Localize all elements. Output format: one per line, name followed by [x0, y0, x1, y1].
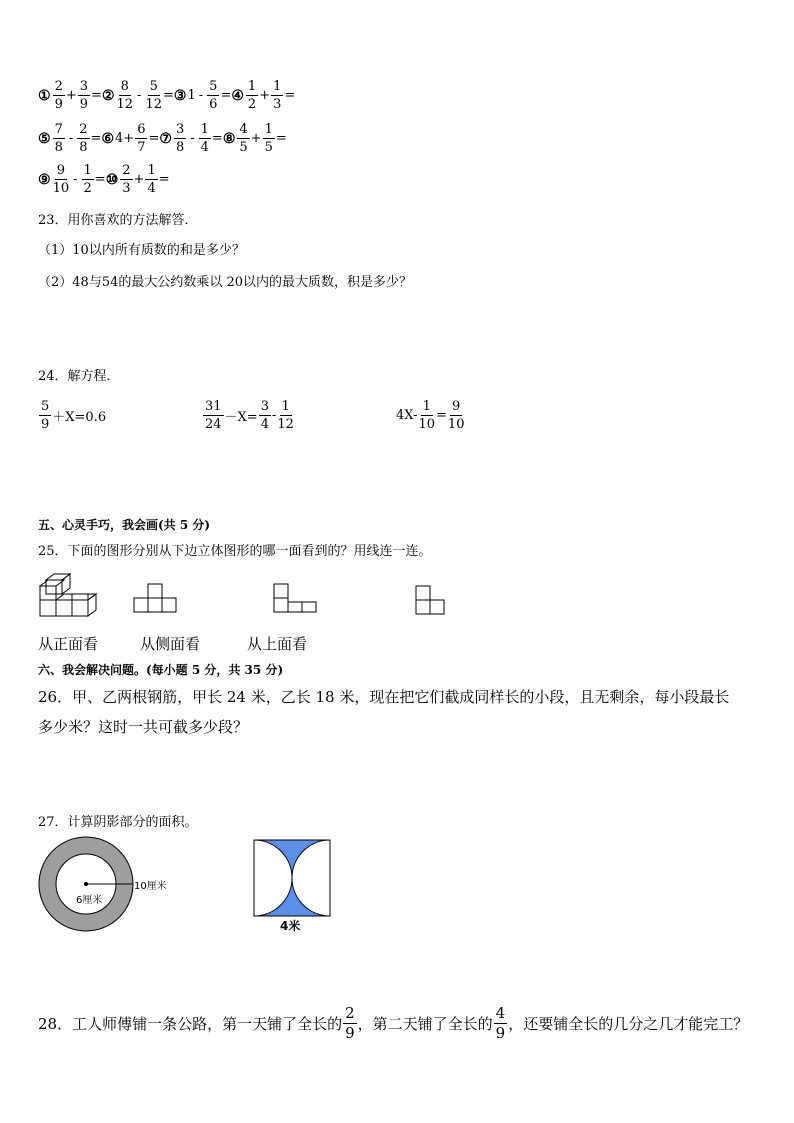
fraction: $\frac{1}{12}$ — [277, 399, 294, 432]
ring-inner-label: 6厘米 — [76, 895, 103, 906]
equals: = — [148, 131, 160, 146]
equals: = — [275, 131, 287, 146]
item-mark: ⑦ — [159, 130, 172, 147]
equation-lead: 4X- — [396, 408, 418, 423]
equals: = — [220, 88, 232, 103]
equals: = — [284, 88, 296, 103]
equals: = — [94, 172, 106, 187]
section-5-heading: 五、心灵手巧，我会画(共 5 分) — [38, 518, 211, 532]
equals: = — [90, 131, 102, 146]
number: 4 — [115, 131, 124, 146]
operator: - — [73, 172, 78, 187]
fraction: $\frac{1}{4}$ — [200, 122, 209, 155]
side-view-figure — [274, 584, 316, 612]
section-6-heading: 六、我会解决问题。(每小题 5 分，共 35 分) — [38, 663, 284, 677]
operator: + — [65, 88, 77, 103]
operator: + — [123, 131, 135, 146]
fraction: $\frac{8}{12}$ — [116, 79, 134, 112]
operator: + — [133, 172, 145, 187]
fraction: $\frac{2}{8}$ — [79, 122, 88, 155]
fraction: $\frac{3}{9}$ — [79, 79, 89, 112]
fraction: $\frac{31}{24}$ — [205, 399, 222, 432]
question-23-part-1: （1）10以内所有质数的和是多少？ — [38, 243, 245, 258]
item-mark: ⑩ — [105, 171, 119, 188]
operator: + — [259, 88, 271, 103]
equals: = — [91, 88, 102, 103]
top-view-figure — [416, 586, 444, 614]
fraction: $\frac{2}{9}$ — [54, 79, 63, 112]
equation-2 — [202, 400, 295, 431]
ring-figure — [39, 837, 133, 931]
fraction: $\frac{1}{4}$ — [147, 163, 156, 196]
question-26-line-1: 26．甲、乙两根钢筋，甲长 24 米，乙长 18 米，现在把它们截成同样长的小段，且无剩余，每小段最长 — [38, 688, 730, 706]
item-mark: ③ — [173, 87, 187, 104]
solid-figure — [40, 574, 96, 616]
label-top-view: 从上面看 — [247, 635, 308, 653]
equals: = — [158, 172, 170, 187]
operator: - — [271, 408, 277, 423]
fraction: $\frac{1}{5}$ — [264, 122, 273, 155]
square-side-label: 4米 — [280, 919, 301, 933]
question-23-title: 23．用你喜欢的方法解答． — [38, 213, 198, 228]
question-27-title: 27．计算阴影部分的面积。 — [38, 815, 198, 830]
item-mark: ⑥ — [101, 130, 114, 147]
fraction: $\frac{5}{6}$ — [209, 79, 218, 112]
item-mark: ② — [101, 87, 115, 104]
question-28-text-middle: ，第二天铺了全长的 — [357, 1015, 493, 1033]
equals: = — [211, 131, 223, 146]
equation-rest: ＋X=0.6 — [52, 410, 107, 425]
fraction: $\frac{5}{9}$ — [41, 399, 50, 432]
number: 1 — [187, 88, 196, 103]
equals: = — [436, 408, 447, 423]
label-side-view: 从侧面看 — [140, 635, 201, 653]
question-23-part-2: （2）48与54的最大公约数乘以 20以内的最大质数，积是多少？ — [38, 275, 413, 290]
fraction: $\frac{5}{12}$ — [145, 79, 162, 112]
fraction: $\frac{9}{10}$ — [52, 163, 70, 196]
fraction: $\frac{9}{10}$ — [447, 399, 465, 432]
fraction: $\frac{2}{3}$ — [122, 163, 131, 196]
calc-row-2 — [38, 123, 287, 154]
fraction: $\frac{3}{4}$ — [260, 399, 269, 432]
question-28-text-end: ，还要铺全长的几分之几才能完工？ — [508, 1015, 749, 1033]
equation-middle: －X= — [224, 410, 258, 425]
operator: - — [137, 88, 142, 103]
operator: - — [68, 131, 74, 146]
operator: - — [198, 88, 204, 103]
equals: = — [163, 88, 174, 103]
item-mark: ⑨ — [38, 171, 51, 188]
fraction: $\frac{4}{9}$ — [495, 1004, 506, 1042]
ring-outer-label: 10厘米 — [134, 881, 167, 892]
equation-3 — [396, 400, 465, 431]
question-28 — [38, 1006, 748, 1041]
front-view-figure — [134, 584, 176, 612]
fraction: $\frac{1}{10}$ — [418, 399, 436, 432]
equation-1 — [38, 400, 106, 431]
item-mark: ④ — [231, 87, 244, 104]
item-mark: ① — [38, 87, 51, 104]
fraction: $\frac{7}{8}$ — [54, 122, 63, 155]
fraction: $\frac{1}{2}$ — [247, 79, 257, 112]
calc-row-1 — [38, 80, 295, 111]
question-25-title: 25．下面的图形分别从下边立体图形的哪一面看到的？用线连一连。 — [38, 544, 432, 559]
calc-row-3 — [38, 164, 170, 195]
fraction: $\frac{4}{5}$ — [239, 122, 248, 155]
fraction: $\frac{6}{7}$ — [137, 122, 146, 155]
operator: - — [190, 131, 195, 146]
fraction: $\frac{3}{8}$ — [175, 122, 185, 155]
item-mark: ⑤ — [38, 130, 51, 147]
fraction: $\frac{1}{3}$ — [273, 79, 282, 112]
label-front-view: 从正面看 — [38, 635, 99, 653]
fraction: $\frac{2}{9}$ — [345, 1004, 355, 1042]
operator: + — [250, 131, 262, 146]
square-figure — [254, 840, 330, 916]
view-figures — [38, 572, 468, 624]
question-28-text-start: 28．工人师傅铺一条公路，第一天铺了全长的 — [38, 1015, 343, 1033]
question-26-line-2: 多少米？这时一共可截多少段？ — [38, 718, 249, 736]
item-mark: ⑧ — [222, 130, 236, 147]
question-24-title: 24．解方程． — [38, 369, 120, 384]
fraction: $\frac{1}{2}$ — [83, 163, 92, 196]
